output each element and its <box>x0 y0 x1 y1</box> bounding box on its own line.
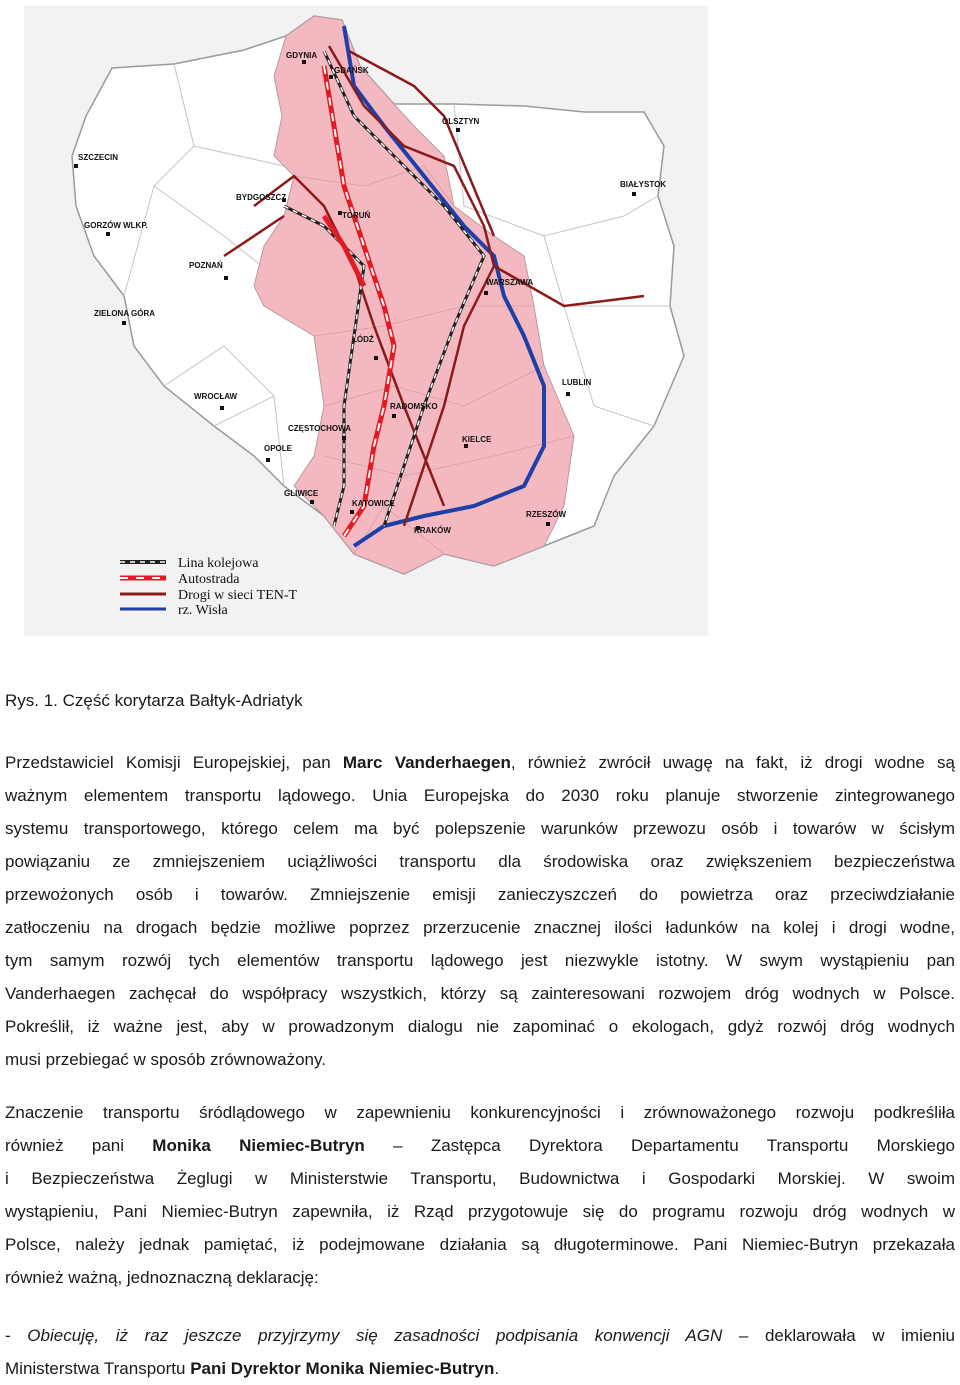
city-czestochowa: CZĘSTOCHOWA <box>288 424 351 433</box>
city-krakow: KRAKÓW <box>414 526 451 535</box>
paragraph-3 <box>5 1319 955 1385</box>
name-vanderhaegen: Marc Vanderhaegen <box>342 753 511 772</box>
legend-railway: Lina kolejowa <box>178 556 259 571</box>
legend-river: rz. Wisła <box>178 603 228 618</box>
city-poznan: POZNAŃ <box>189 261 223 270</box>
map-legend <box>120 556 298 618</box>
city-zielona-gora: ZIELONA GÓRA <box>94 309 156 318</box>
city-bialystok: BIAŁYSTOK <box>620 180 667 189</box>
p2-line: Znaczenie transportu śródlądowego w zapewnieniu konkurencyjności i zrównoważonego rozwoju podkreśliła <box>5 1103 955 1122</box>
map-svg <box>24 6 708 636</box>
city-wroclaw: WROCŁAW <box>194 392 238 401</box>
city-lodz: ŁÓDŹ <box>352 335 374 344</box>
city-warszawa: WARSZAWA <box>486 278 534 287</box>
p1-line: Vanderhaegen zachęcał do współpracy wszystkich, którzy są zainteresowani rozwojem dróg wodnych w Polsce. <box>5 984 955 1003</box>
city-gdansk: GDAŃSK <box>334 66 369 75</box>
paragraph-1 <box>5 746 955 1076</box>
p2-line: Polsce, należy jednak pamiętać, iż podejmowane działania są długoterminowe. Pani Niemiec-Butryn przekazała <box>5 1235 955 1254</box>
legend-ten-t: Drogi w sieci TEN-T <box>178 588 298 603</box>
p1-line: Pokreślił, iż ważne jest, aby w prowadzonym dialogu nie zapominać o ekologach, gdyż rozwój dróg wodnych <box>5 1017 955 1036</box>
city-lublin: LUBLIN <box>562 378 592 387</box>
city-gorzow: GORZÓW WLKP. <box>84 221 148 230</box>
city-rzeszow: RZESZÓW <box>526 510 566 519</box>
city-szczecin: SZCZECIN <box>78 153 118 162</box>
p1-line: musi przebiegać w sposób zrównoważony. <box>5 1050 326 1069</box>
p2-line: i Bezpieczeństwa Żeglugi w Ministerstwie Transportu, Budownictwa i Gospodarki Morskiej. W swoim <box>5 1169 955 1188</box>
name-dyrektor: Pani Dyrektor Monika Niemiec-Butryn <box>190 1359 495 1378</box>
city-gliwice: GLIWICE <box>284 489 319 498</box>
city-torun: TORUŃ <box>342 211 371 220</box>
p3-line: Ministerstwa Transportu Pani Dyrektor Monika Niemiec-Butryn. <box>5 1359 500 1378</box>
corridor-map <box>24 6 708 636</box>
legend-motorway: Autostrada <box>178 572 240 587</box>
p2-line: również pani Monika Niemiec-Butryn – Zastępca Dyrektora Departamentu Transportu Morskiego <box>5 1136 955 1155</box>
p1-line: systemu transportowego, którego celem ma być polepszenie warunków przewozu osób i towarów w ścisłym <box>5 819 955 838</box>
p1-line: ważnym elementem transportu lądowego. Unia Europejska do 2030 roku planuje stworzenie zintegrowanego <box>5 786 955 805</box>
name-niemiec-butryn: Monika Niemiec-Butryn <box>152 1136 365 1155</box>
p1-line: przewożonych osób i towarów. Zmniejszenie emisji zanieczyszczeń do powietrza oraz przeciwdziałanie <box>5 885 955 904</box>
city-radomsko: RADOMSKO <box>390 402 438 411</box>
quote-text: Obiecuję, iż raz jeszcze przyjrzymy się zasadności podpisania konwencji AGN <box>27 1326 723 1345</box>
p3-line: - Obiecuję, iż raz jeszcze przyjrzymy się zasadności podpisania konwencji AGN – deklarowała w imieniu <box>5 1326 956 1345</box>
city-katowice: KATOWICE <box>352 499 395 508</box>
p1-line: Przedstawiciel Komisji Europejskiej, pan Marc Vanderhaegen, również zwrócił uwagę na fakt, iż drogi wodne są <box>5 753 955 772</box>
figure-caption: Rys. 1. Część korytarza Bałtyk-Adriatyk <box>5 691 303 710</box>
p1-line: powiązaniu ze zmniejszeniem uciążliwości transportu dla środowiska oraz zwiększeniem bezpieczeństwa <box>5 852 955 871</box>
p1-line: tym samym rozwój tych elementów transportu lądowego jest niezwykle istotny. W swym wystąpieniu pan <box>5 951 955 970</box>
city-kielce: KIELCE <box>462 435 492 444</box>
p2-line: również ważną, jednoznaczną deklarację: <box>5 1268 319 1287</box>
city-opole: OPOLE <box>264 444 293 453</box>
p1-line: zatłoczeniu na drogach będzie możliwe poprzez przerzucenie znacznej ilości ładunków na kolej i drogi wodne, <box>5 918 955 937</box>
city-bydgoszcz: BYDGOSZCZ <box>236 193 287 202</box>
paragraph-2 <box>5 1096 955 1294</box>
p2-line: wystąpieniu, Pani Niemiec-Butryn zapewniła, iż Rząd przygotowuje się do programu rozwoju dróg wodnych w <box>5 1202 955 1221</box>
city-olsztyn: OLSZTYN <box>442 117 480 126</box>
city-gdynia: GDYNIA <box>286 51 318 60</box>
